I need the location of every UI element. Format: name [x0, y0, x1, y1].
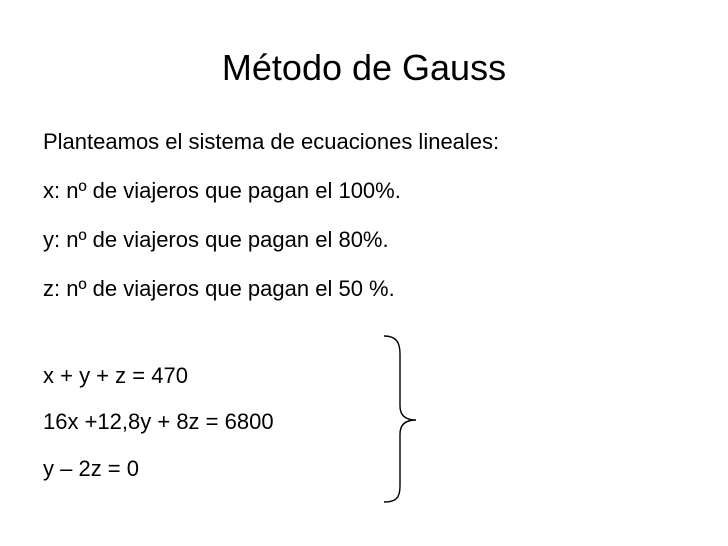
intro-text: Planteamos el sistema de ecuaciones lineales:	[43, 129, 500, 154]
right-brace-icon	[382, 334, 422, 504]
equation-2: 16x +12,8y + 8z = 6800	[43, 409, 274, 434]
variable-z-definition: z: nº de viajeros que pagan el 50 %.	[43, 276, 395, 301]
equation-1: x + y + z = 470	[43, 363, 188, 388]
slide-title: Método de Gauss	[221, 47, 507, 88]
variable-x-definition: x: nº de viajeros que pagan el 100%.	[43, 178, 401, 203]
variable-y-definition: y: nº de viajeros que pagan el 80%.	[43, 227, 389, 252]
equation-3: y – 2z = 0	[43, 456, 140, 481]
